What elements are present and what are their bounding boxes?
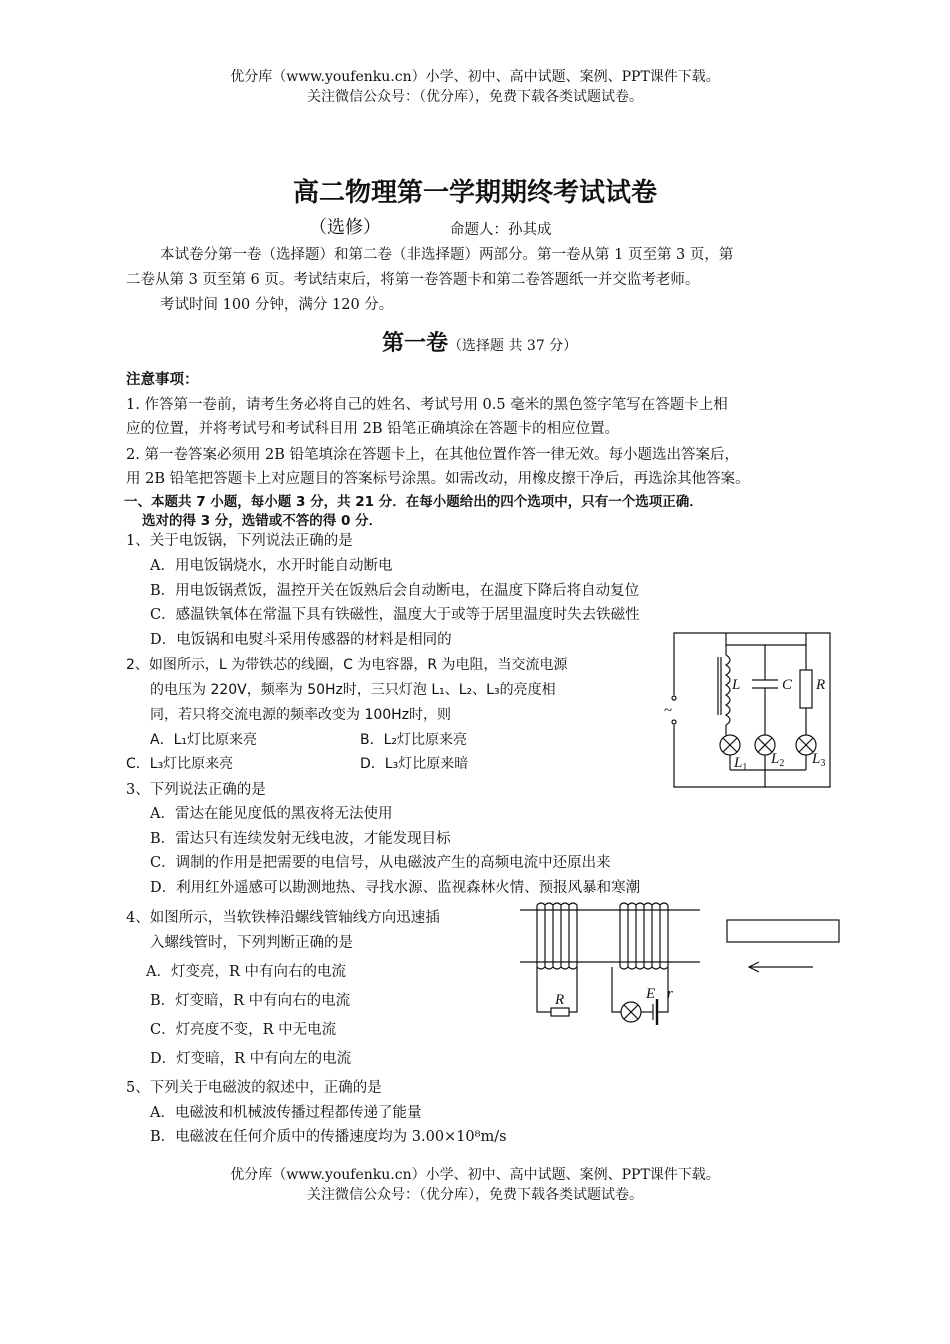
q2-option-d: D．L₃灯比原来暗 [360, 756, 469, 772]
resistor-r [551, 1008, 569, 1016]
label-l3: $L_3$ [812, 751, 826, 769]
q1-option-a: A．用电饭锅烧水，水开时能自动断电 [150, 558, 393, 574]
right-coil [620, 903, 668, 969]
intro-p1-line2: 二卷从第 3 页至第 6 页。考试结束后，将第一卷答题卡和第二卷答题纸一并交监考老师。 [126, 272, 700, 288]
q1-option-c: C．感温铁氧体在常温下具有铁磁性，温度大于或等于居里温度时失去铁磁性 [150, 607, 640, 623]
q5-option-b: B．电磁波在任何介质中的传播速度均为 3.00×10⁸m/s [150, 1129, 507, 1145]
intro-p2: 考试时间 100 分钟，满分 120 分。 [160, 297, 394, 313]
q4-option-c: C．灯亮度不变，R 中无电流 [150, 1022, 337, 1038]
q2-stem-line1: 2、如图所示，L 为带铁芯的线圈，C 为电容器，R 为电阻，当交流电源 [126, 657, 568, 673]
label-r-internal: r [667, 986, 673, 1002]
author-line: 命题人：孙其成 [450, 222, 552, 238]
label-e: E [646, 986, 656, 1002]
label-capacitor: C [782, 677, 793, 693]
inductor-coil [726, 655, 730, 725]
q5-option-a: A．电磁波和机械波传播过程都传递了能量 [150, 1105, 422, 1121]
q4-option-b: B．灯变暗，R 中有向右的电流 [150, 993, 351, 1009]
volume-title: 第一卷 [382, 330, 449, 356]
resistor [800, 670, 812, 708]
label-l1: $L_1$ [734, 755, 748, 773]
section1-line2: 选对的得 3 分，选错或不答的得 0 分． [142, 513, 383, 529]
volume-subtitle: （选择题 共 37 分） [448, 338, 578, 354]
notes-heading: 注意事项： [126, 371, 199, 388]
label-resistor: R [816, 677, 826, 693]
label-l2: $L_2$ [771, 751, 785, 769]
battery [653, 999, 657, 1025]
soft-iron-bar [727, 920, 839, 942]
q2-stem-line2: 的电压为 220V，频率为 50Hz时，三只灯泡 L₁、L₂、L₃的亮度相 [150, 682, 556, 698]
label-r: R [555, 992, 565, 1008]
page-title: 高二物理第一学期期终考试试卷 [292, 178, 657, 208]
page-subtitle: （选修） [309, 217, 381, 238]
note-2-line1: 2. 第一卷答案必须用 2B 铅笔填涂在答题卡上，在其他位置作答一律无效。每小题选出答案后， [126, 447, 740, 463]
page-header-line2: 关注微信公众号：（优分库），免费下载各类试题试卷。 [307, 89, 643, 105]
q2-stem-line3: 同，若只将交流电源的频率改变为 100Hz时，则 [150, 707, 452, 723]
q4-stem-line2: 入螺线管时，下列判断正确的是 [150, 935, 353, 951]
volume-heading [382, 326, 577, 357]
left-coil [537, 903, 577, 969]
q3-option-c: C．调制的作用是把需要的电信号，从电磁波产生的高频电流中还原出来 [150, 855, 611, 871]
note-1-line1: 1. 作答第一卷前，请考生务必将自己的姓名、考试号用 0.5 毫米的黑色签字笔写在答题卡上相 [126, 397, 728, 413]
q3-stem: 3、下列说法正确的是 [126, 782, 266, 798]
q2-option-b: B．L₂灯比原来亮 [360, 732, 468, 748]
page-footer-line2: 关注微信公众号：（优分库），免费下载各类试题试卷。 [307, 1187, 643, 1203]
q2-option-c: C．L₃灯比原来亮 [126, 756, 234, 772]
q5-stem: 5、下列关于电磁波的叙述中，正确的是 [126, 1080, 382, 1096]
q3-option-a: A．雷达在能见度低的黑夜将无法使用 [150, 806, 393, 822]
q4-option-d: D．灯变暗，R 中有向左的电流 [150, 1051, 352, 1067]
lamp-l1 [720, 735, 740, 755]
q4-option-a: A．灯变亮，R 中有向右的电流 [146, 964, 346, 980]
lamp [621, 1002, 641, 1022]
q4-stem-line1: 4、如图所示，当软铁棒沿螺线管轴线方向迅速插 [126, 910, 440, 926]
q3-option-d: D．利用红外遥感可以勘测地热、寻找水源、监视森林火情、预报风暴和寒潮 [150, 880, 641, 896]
note-2-line2: 用 2B 铅笔把答题卡上对应题目的答案标号涂黑。如需改动，用橡皮擦干净后，再选涂其他答案。 [126, 471, 750, 487]
q4-solenoid-diagram [515, 900, 845, 1030]
q2-circuit-diagram [660, 625, 840, 795]
note-1-line2: 应的位置，并将考试号和考试科目用 2B 铅笔正确填涂在答题卡的相应位置。 [126, 421, 620, 437]
section1-line1: 一、本题共 7 小题，每小题 3 分，共 21 分．在每小题给出的四个选项中，只有一个选项正确． [124, 494, 703, 510]
q1-option-d: D．电饭锅和电熨斗采用传感器的材料是相同的 [150, 632, 452, 648]
q1-stem: 1、关于电饭锅，下列说法正确的是 [126, 533, 353, 549]
page-footer-line1: 优分库（www.youfenku.cn）小学、初中、高中试题、案例、PPT课件下载。 [230, 1167, 720, 1183]
ac-source-symbol: ~ [664, 703, 673, 719]
q1-option-b: B．用电饭锅煮饭，温控开关在饭熟后会自动断电，在温度下降后将自动复位 [150, 583, 640, 599]
intro-p1-line1: 本试卷分第一卷（选择题）和第二卷（非选择题）两部分。第一卷从第 1 页至第 3 页，第 [160, 247, 734, 263]
label-inductor: L [732, 677, 741, 693]
q3-option-b: B．雷达只有连续发射无线电波，才能发现目标 [150, 831, 451, 847]
q2-option-a: A．L₁灯比原来亮 [150, 732, 257, 748]
page-header-line1: 优分库（www.youfenku.cn）小学、初中、高中试题、案例、PPT课件下载。 [230, 69, 720, 85]
